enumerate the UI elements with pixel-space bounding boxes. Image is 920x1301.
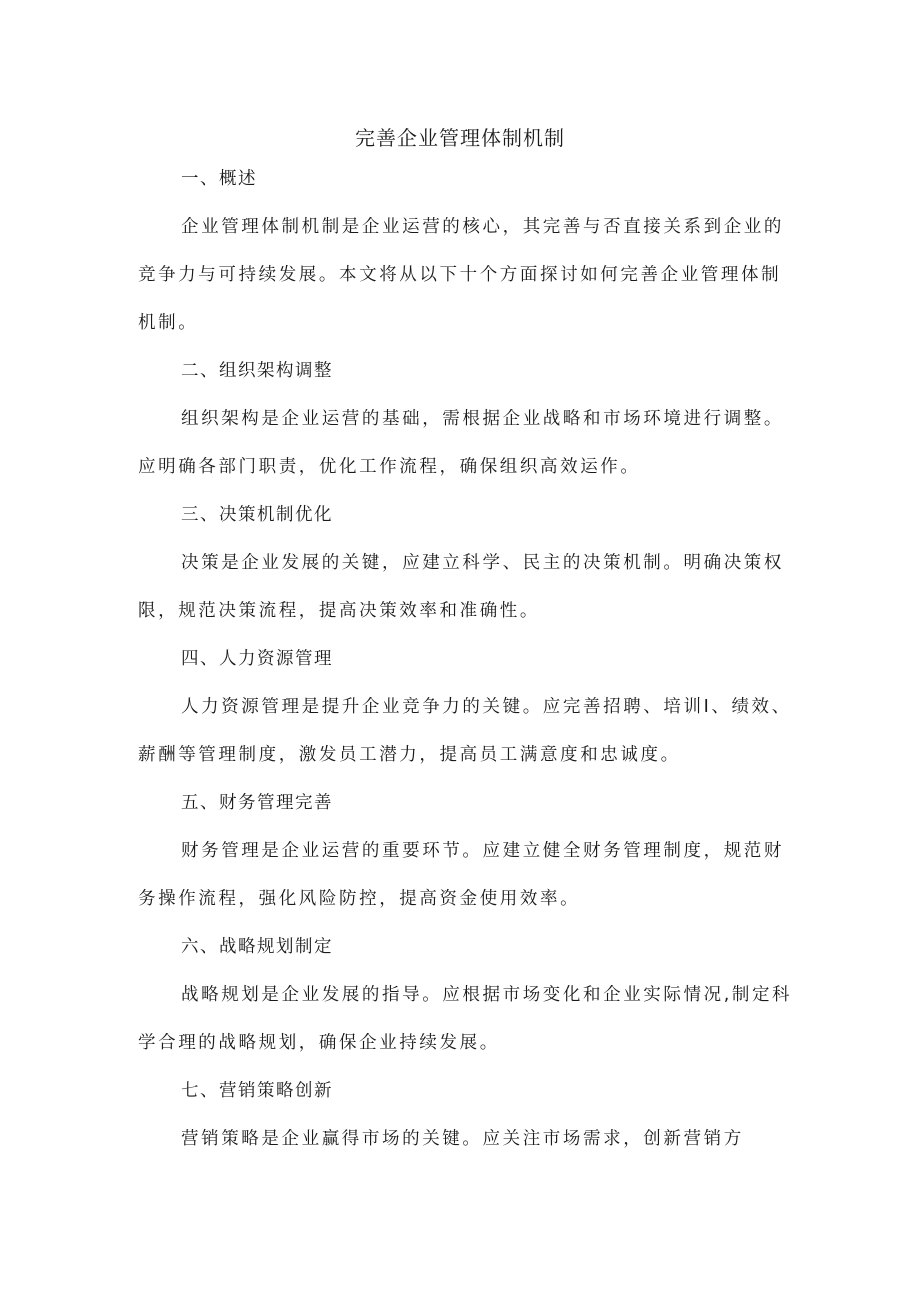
paragraph-line: 决策是企业发展的关键，应建立科学、民主的决策机制。明确决策权: [181, 553, 784, 573]
paragraph-line: 营销策略是企业赢得市场的关键。应关注市场需求，创新营销方: [181, 1129, 744, 1149]
paragraph-line: 战略规划是企业发展的指导。应根据市场变化和企业实际情况,制定科: [181, 985, 793, 1005]
paragraph-line: 财务管理是企业运营的重要环节。应建立健全财务管理制度，规范财: [181, 841, 784, 861]
section-paragraph: [138, 839, 793, 911]
paragraph-line: 机制。: [138, 313, 199, 333]
paragraph-line: 竞争力与可持续发展。本文将从以下十个方面探讨如何完善企业管理体制: [138, 265, 782, 285]
paragraph-line: 学合理的战略规划，确保企业持续发展。: [138, 1033, 500, 1053]
section-heading: 二、组织架构调整: [181, 361, 333, 381]
section-paragraph: [138, 407, 793, 479]
paragraph-line: 应明确各部门职责，优化工作流程，确保组织高效运作。: [138, 457, 641, 477]
section-heading: 五、财务管理完善: [181, 793, 333, 813]
section-heading: 六、战略规划制定: [181, 937, 333, 957]
section-paragraph: [138, 695, 793, 767]
paragraph-line: 薪酬等管理制度，激发员工潜力，提高员工满意度和忠诚度。: [138, 745, 681, 765]
section-heading: 四、人力资源管理: [181, 649, 333, 669]
paragraph-line: 企业管理体制机制是企业运营的核心，其完善与否直接关系到企业的: [181, 217, 784, 237]
section-paragraph: [138, 1127, 793, 1151]
paragraph-line: 组织架构是企业运营的基础，需根据企业战略和市场环境进行调整。: [181, 409, 784, 429]
section-paragraph: [138, 215, 793, 335]
section-heading: 七、营销策略创新: [181, 1081, 333, 1101]
section-heading: 一、概述: [181, 169, 257, 189]
section-paragraph: [138, 983, 793, 1055]
paragraph-line: 人力资源管理是提升企业竞争力的关键。应完善招聘、培训Ⅰ、绩效、: [181, 697, 792, 717]
paragraph-line: 限，规范决策流程，提高决策效率和准确性。: [138, 601, 540, 621]
section-heading: 三、决策机制优化: [181, 505, 333, 525]
document-body: [138, 167, 793, 1175]
paragraph-line: 务操作流程，强化风险防控，提高资金使用效率。: [138, 889, 581, 909]
document-title: 完善企业管理体制机制: [355, 126, 565, 150]
section-paragraph: [138, 551, 793, 623]
